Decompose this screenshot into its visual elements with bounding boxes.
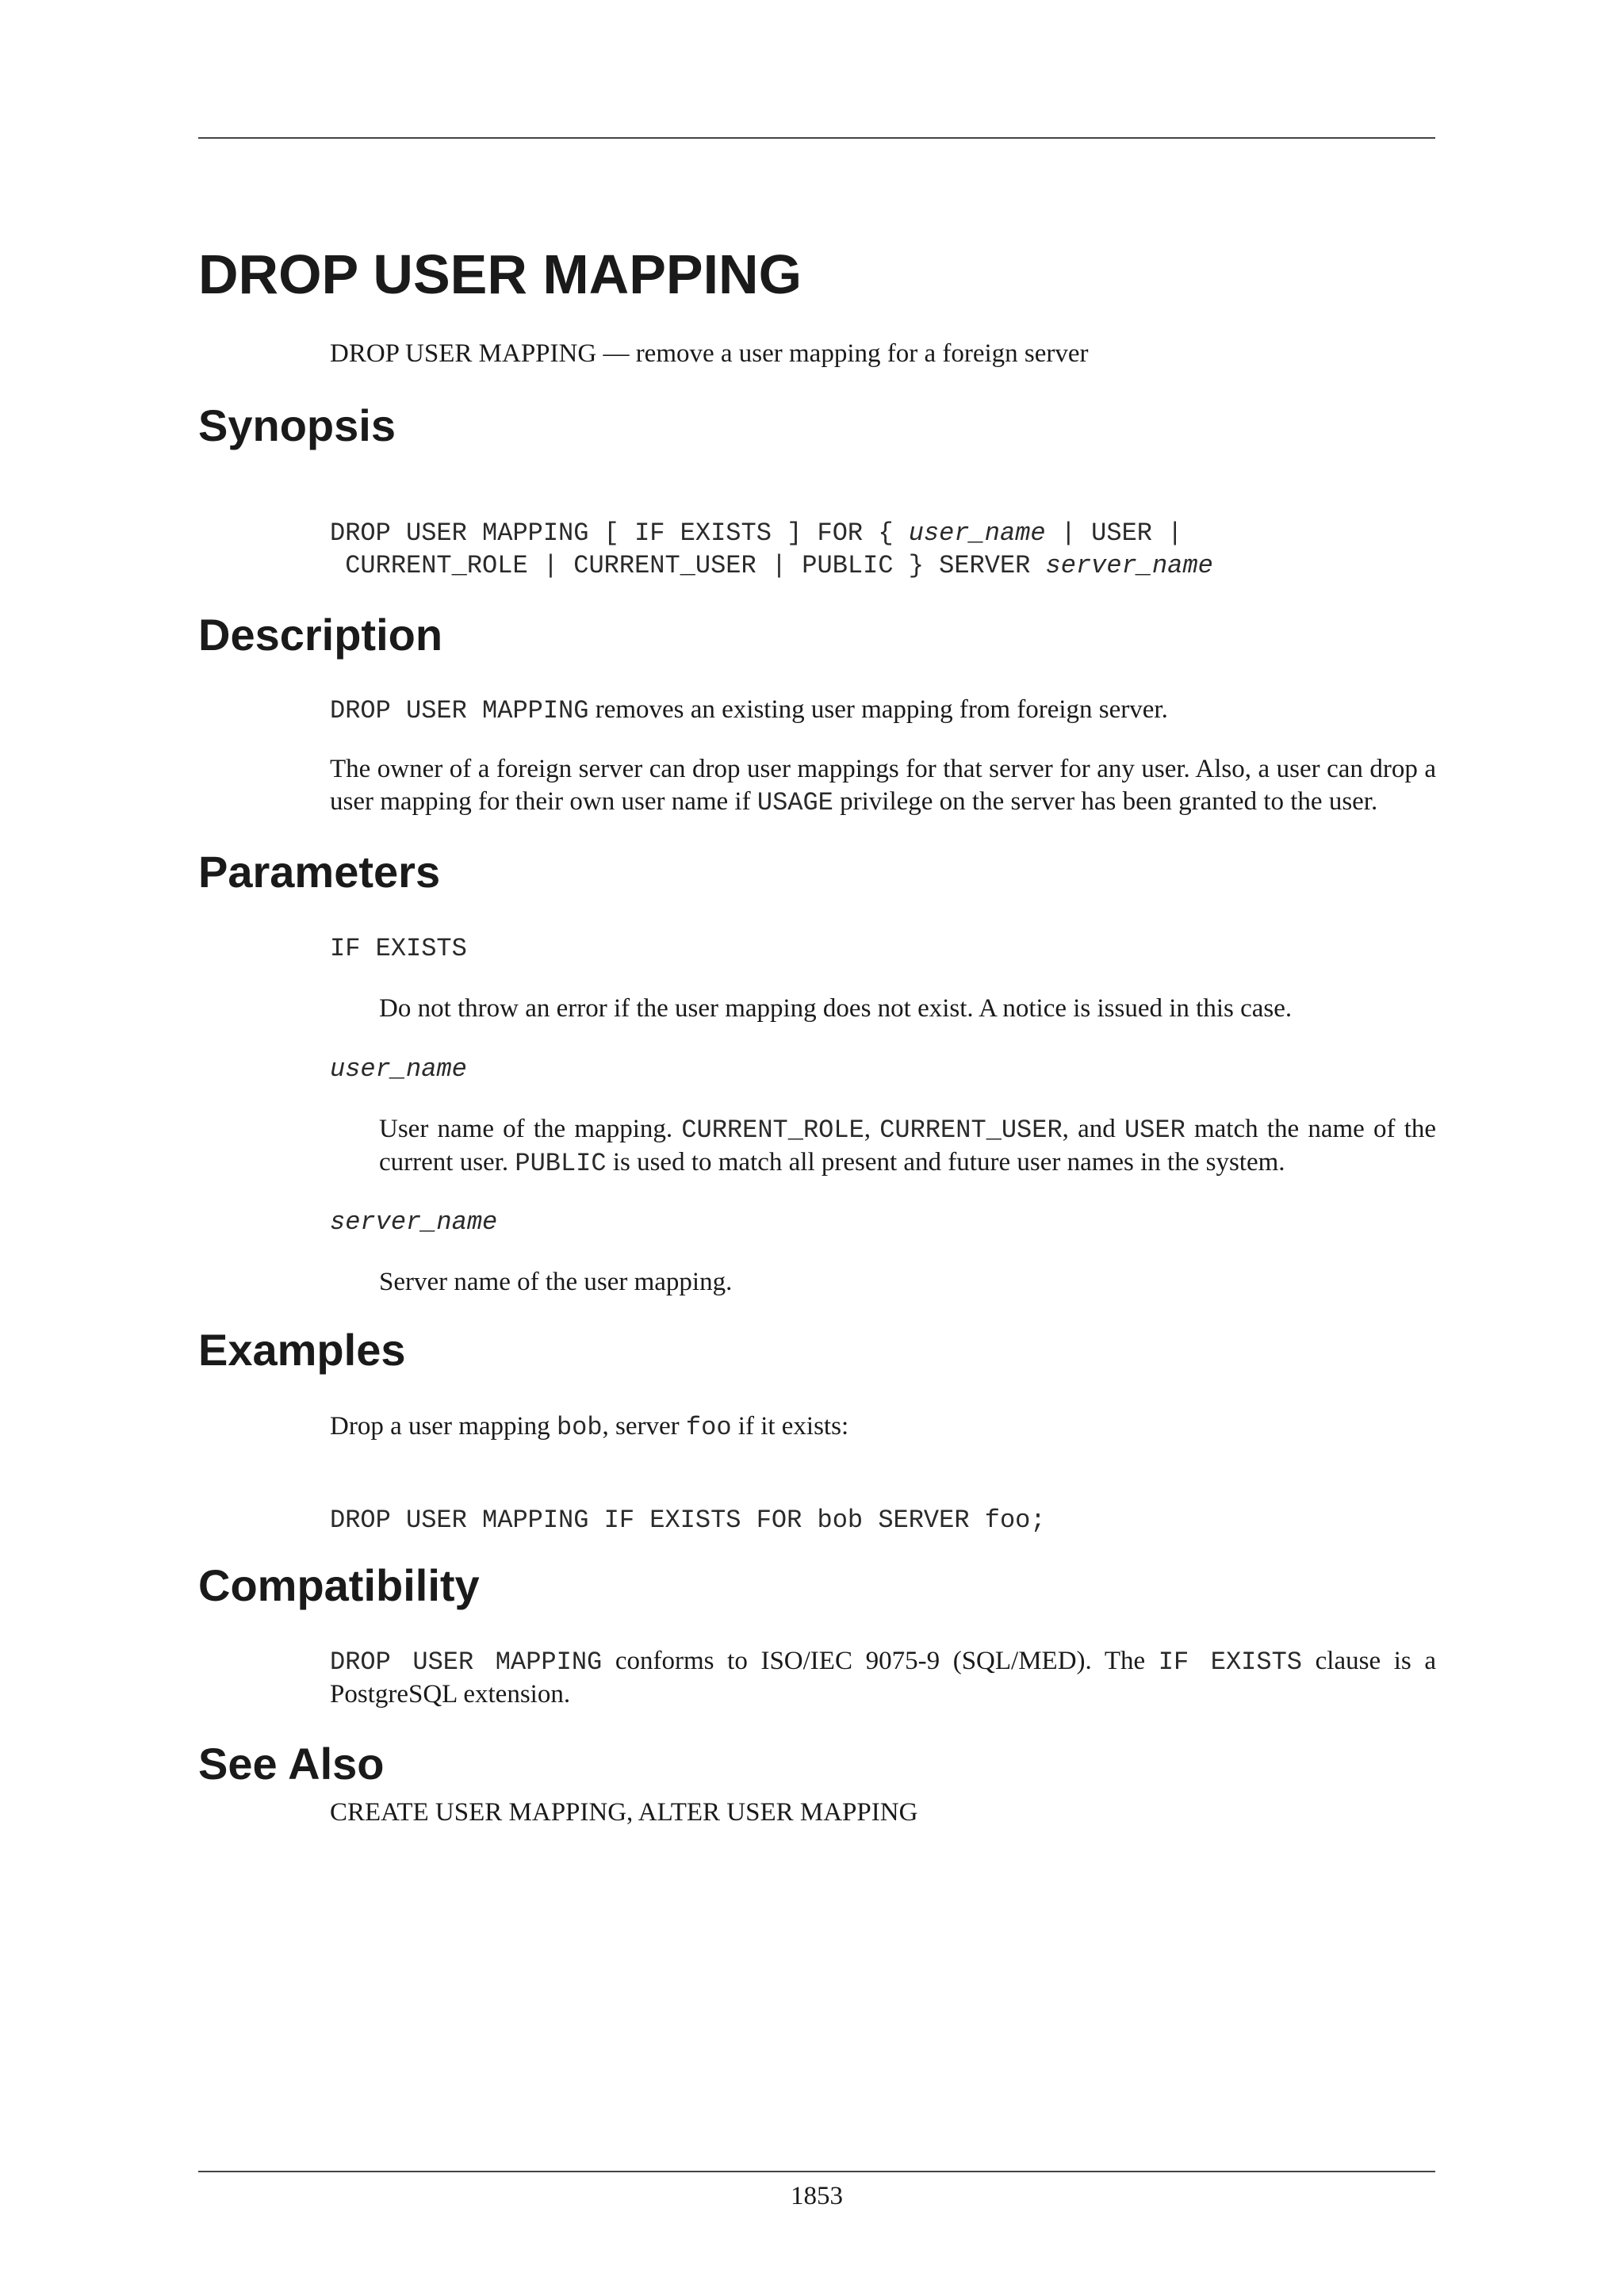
inline-code: CURRENT_USER: [879, 1115, 1063, 1145]
examples-heading: Examples: [198, 1325, 406, 1375]
inline-code: DROP USER MAPPING: [330, 696, 589, 725]
see-also-heading: See Also: [198, 1739, 385, 1789]
examples-intro: Drop a user mapping bob, server foo if it exists:: [330, 1412, 849, 1442]
header-rule: [198, 137, 1435, 139]
description-para-1: DROP USER MAPPING removes an existing user mapping from foreign server.: [330, 695, 1168, 725]
description-heading: Description: [198, 610, 443, 660]
compatibility-heading: Compatibility: [198, 1560, 480, 1610]
inline-code: PUBLIC: [515, 1149, 607, 1178]
inline-code: DROP USER MAPPING: [330, 1647, 603, 1677]
param-term-server-name: server_name: [330, 1207, 498, 1237]
parameters-heading: Parameters: [198, 847, 441, 897]
synopsis-line-2: CURRENT_ROLE | CURRENT_USER | PUBLIC } SERVER server_name: [330, 551, 1213, 580]
refname-name: DROP USER MAPPING: [330, 339, 597, 368]
inline-code: IF EXISTS: [1158, 1647, 1302, 1677]
page-title: DROP USER MAPPING: [198, 243, 802, 305]
description-para-2: The owner of a foreign server can drop user mappings for that server for any user. Also, a user can drop a user mapping for their own user name if USAGE privilege on the server has been granted to the user.: [330, 755, 1436, 817]
page-number: 1853: [791, 2182, 843, 2210]
footer-rule: [198, 2171, 1435, 2172]
inline-code: USER: [1124, 1115, 1185, 1145]
param-term-if-exists: IF EXISTS: [330, 934, 467, 963]
inline-code: bob: [556, 1413, 603, 1442]
param-desc-server-name: Server name of the user mapping.: [379, 1268, 733, 1296]
synopsis-server-name: server_name: [1045, 551, 1213, 580]
compatibility-para: DROP USER MAPPING conforms to ISO/IEC 9075-9 (SQL/MED). The IF EXISTS clause is a PostgreSQL extension.: [330, 1647, 1437, 1709]
synopsis-heading: Synopsis: [198, 400, 396, 450]
refname-purpose: — remove a user mapping for a foreign server: [596, 339, 1089, 368]
see-also-text: CREATE USER MAPPING, ALTER USER MAPPING: [330, 1798, 918, 1827]
refname-line: [330, 338, 1436, 370]
example-code: DROP USER MAPPING IF EXISTS FOR bob SERVER foo;: [330, 1506, 1046, 1535]
param-term-user-name: user_name: [330, 1054, 467, 1084]
param-desc-if-exists: Do not throw an error if the user mapping does not exist. A notice is issued in this case.: [379, 994, 1293, 1023]
inline-code: foo: [685, 1413, 732, 1442]
synopsis-user-name: user_name: [908, 519, 1046, 548]
param-desc-user-name: User name of the mapping. CURRENT_ROLE, CURRENT_USER, and USER match the name of the current user. PUBLIC is used to match all present and future user names in the system.: [379, 1115, 1437, 1178]
inline-code: CURRENT_ROLE: [681, 1115, 864, 1145]
inline-code: USAGE: [756, 788, 833, 817]
synopsis-line-1: DROP USER MAPPING [ IF EXISTS ] FOR { user_name | USER |: [330, 519, 1183, 548]
